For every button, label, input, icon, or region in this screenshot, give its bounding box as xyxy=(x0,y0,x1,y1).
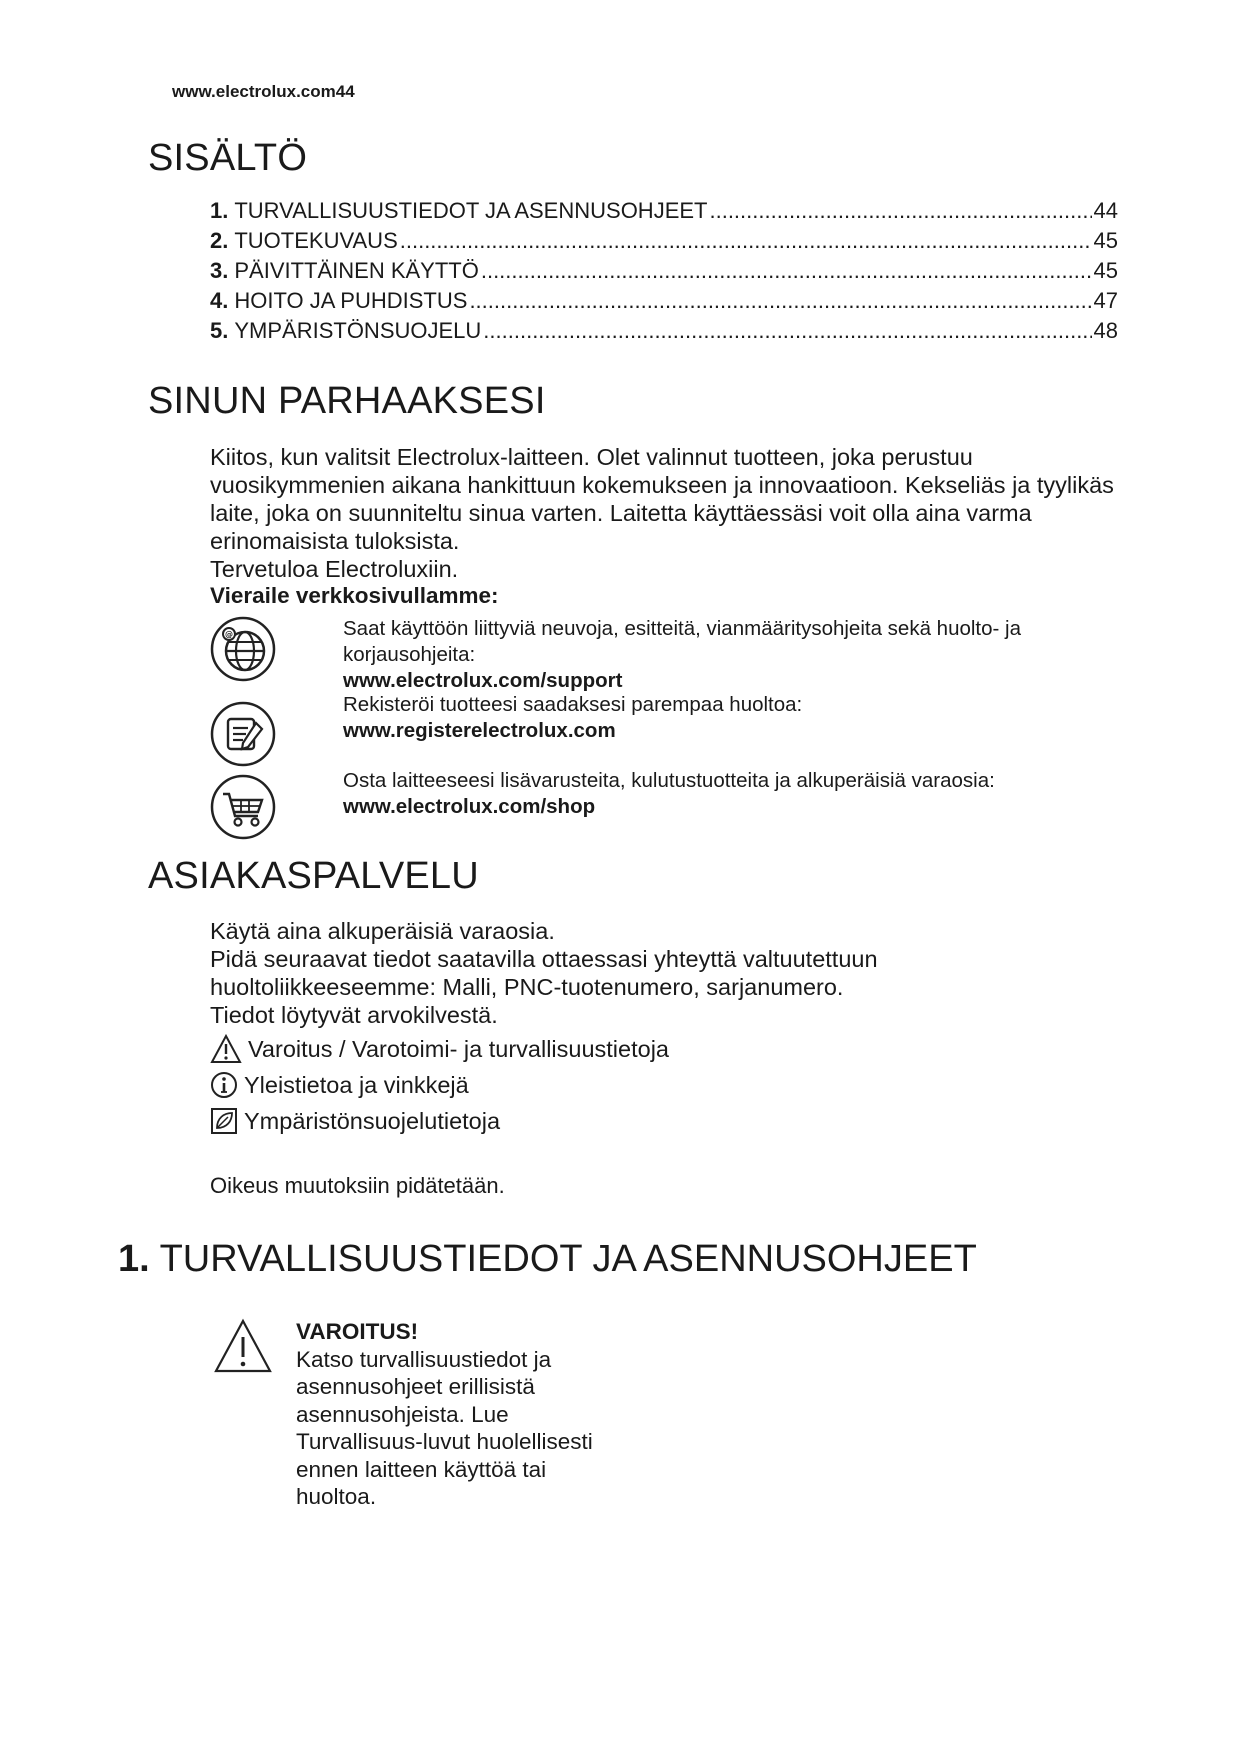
section-1-label: TURVALLISUUSTIEDOT JA ASENNUSOHJEET xyxy=(159,1238,977,1280)
legend-warning xyxy=(210,1034,669,1064)
cart-icon xyxy=(210,774,276,840)
toc-item-number: 2. xyxy=(210,228,229,253)
toc-leader-dots xyxy=(709,198,1091,224)
visit-label: Vieraile verkkosivullamme: xyxy=(210,583,499,608)
toc-item-number: 3. xyxy=(210,258,229,283)
service-line-2: Pidä seuraavat tiedot saatavilla ottaessasi yhteyttä valtuutettuun huoltoliikkeeseemme: Malli, PNC-tuotenumero, sarjanumero. xyxy=(210,946,878,1000)
toc-leader-dots xyxy=(483,318,1091,344)
toc-item-page: 48 xyxy=(1093,318,1118,343)
info-icon xyxy=(210,1070,238,1100)
intro-title: SINUN PARHAAKSESI xyxy=(148,380,546,422)
contents-title: SISÄLTÖ xyxy=(148,137,308,179)
warning-icon xyxy=(213,1318,273,1374)
globe-icon xyxy=(210,616,276,682)
svg-text:@: @ xyxy=(225,630,233,639)
service-title: ASIAKASPALVELU xyxy=(148,855,479,897)
toc-leader-dots xyxy=(400,228,1092,254)
intro-paragraph: Kiitos, kun valitsit Electrolux-laitteen. Olet valinnut tuotteen, joka perustuu vuosikymmenien aikana hankittuun kokemukseen ja innovaatioon. Kekseliäs ja tyylikäs laite, joka on suunniteltu sinua varten. Laitetta käyttäessäsi voit olla aina varma erinomaisista tuloksista. xyxy=(210,444,1114,554)
warning-block xyxy=(296,1318,596,1511)
toc-item-label: HOITO JA PUHDISTUS xyxy=(234,288,468,313)
register-link[interactable]: www.registerelectrolux.com xyxy=(343,719,616,742)
toc-item-label: TURVALLISUUSTIEDOT JA ASENNUSOHJEET xyxy=(234,198,708,223)
legend-environment-text: Ympäristönsuojelutietoja xyxy=(244,1107,501,1134)
shop-link[interactable]: www.electrolux.com/shop xyxy=(343,795,596,818)
section-1-number: 1. xyxy=(118,1238,150,1280)
section-1-title xyxy=(118,1238,977,1281)
toc-leader-dots xyxy=(469,288,1091,314)
shop-link-block xyxy=(343,768,1113,820)
support-description: Saat käyttöön liittyviä neuvoja, esitteitä, vianmääritysohjeita sekä huolto- ja korjausohjeita: xyxy=(343,617,1022,666)
toc-item-3[interactable] xyxy=(210,258,1118,288)
intro-welcome: Tervetuloa Electroluxiin. xyxy=(210,556,459,582)
toc-item-4[interactable] xyxy=(210,288,1118,318)
support-link-row xyxy=(210,616,1110,692)
toc-item-1[interactable] xyxy=(210,198,1118,228)
support-link-block xyxy=(343,616,1113,694)
toc-item-2[interactable] xyxy=(210,228,1118,258)
toc-item-label: TUOTEKUVAUS xyxy=(234,228,398,253)
toc-item-page: 44 xyxy=(1093,198,1118,223)
toc-item-page: 47 xyxy=(1093,288,1118,313)
legend-warning-text: Varoitus / Varotoimi- ja turvallisuustietoja xyxy=(248,1035,669,1062)
legend-info xyxy=(210,1070,469,1100)
register-link-row xyxy=(210,692,1110,764)
toc-item-page: 45 xyxy=(1093,258,1118,283)
warning-text: Katso turvallisuustiedot ja asennusohjeet erillisistä asennusohjeista. Lue Turvallisuus-luvut huolellisesti ennen laitteen käyttöä tai huoltoa. xyxy=(296,1346,593,1509)
warning-icon xyxy=(210,1034,242,1064)
service-line-1: Käytä aina alkuperäisiä varaosia. xyxy=(210,918,555,944)
toc-item-page: 45 xyxy=(1093,228,1118,253)
register-link-block xyxy=(343,692,1113,744)
register-icon xyxy=(210,701,276,767)
toc-item-label: PÄIVITTÄINEN KÄYTTÖ xyxy=(234,258,479,283)
table-of-contents xyxy=(210,198,1118,348)
header-url[interactable]: www.electrolux.com44 xyxy=(172,82,355,101)
toc-item-5[interactable] xyxy=(210,318,1118,348)
legend-info-text: Yleistietoa ja vinkkejä xyxy=(244,1071,469,1098)
register-description: Rekisteröi tuotteesi saadaksesi parempaa huoltoa: xyxy=(343,693,803,716)
support-link[interactable]: www.electrolux.com/support xyxy=(343,669,623,692)
shop-link-row xyxy=(210,768,1110,840)
toc-item-label: YMPÄRISTÖNSUOJELU xyxy=(234,318,482,343)
toc-item-number: 1. xyxy=(210,198,229,223)
leaf-icon xyxy=(210,1106,238,1136)
toc-leader-dots xyxy=(481,258,1092,284)
toc-item-number: 5. xyxy=(210,318,229,343)
service-line-3: Tiedot löytyvät arvokilvestä. xyxy=(210,1002,498,1028)
shop-description: Osta laitteeseesi lisävarusteita, kulutustuotteita ja alkuperäisiä varaosia: xyxy=(343,769,995,792)
disclaimer: Oikeus muutoksiin pidätetään. xyxy=(210,1173,505,1198)
legend-environment xyxy=(210,1106,500,1136)
warning-title: VAROITUS! xyxy=(296,1319,419,1344)
toc-item-number: 4. xyxy=(210,288,229,313)
